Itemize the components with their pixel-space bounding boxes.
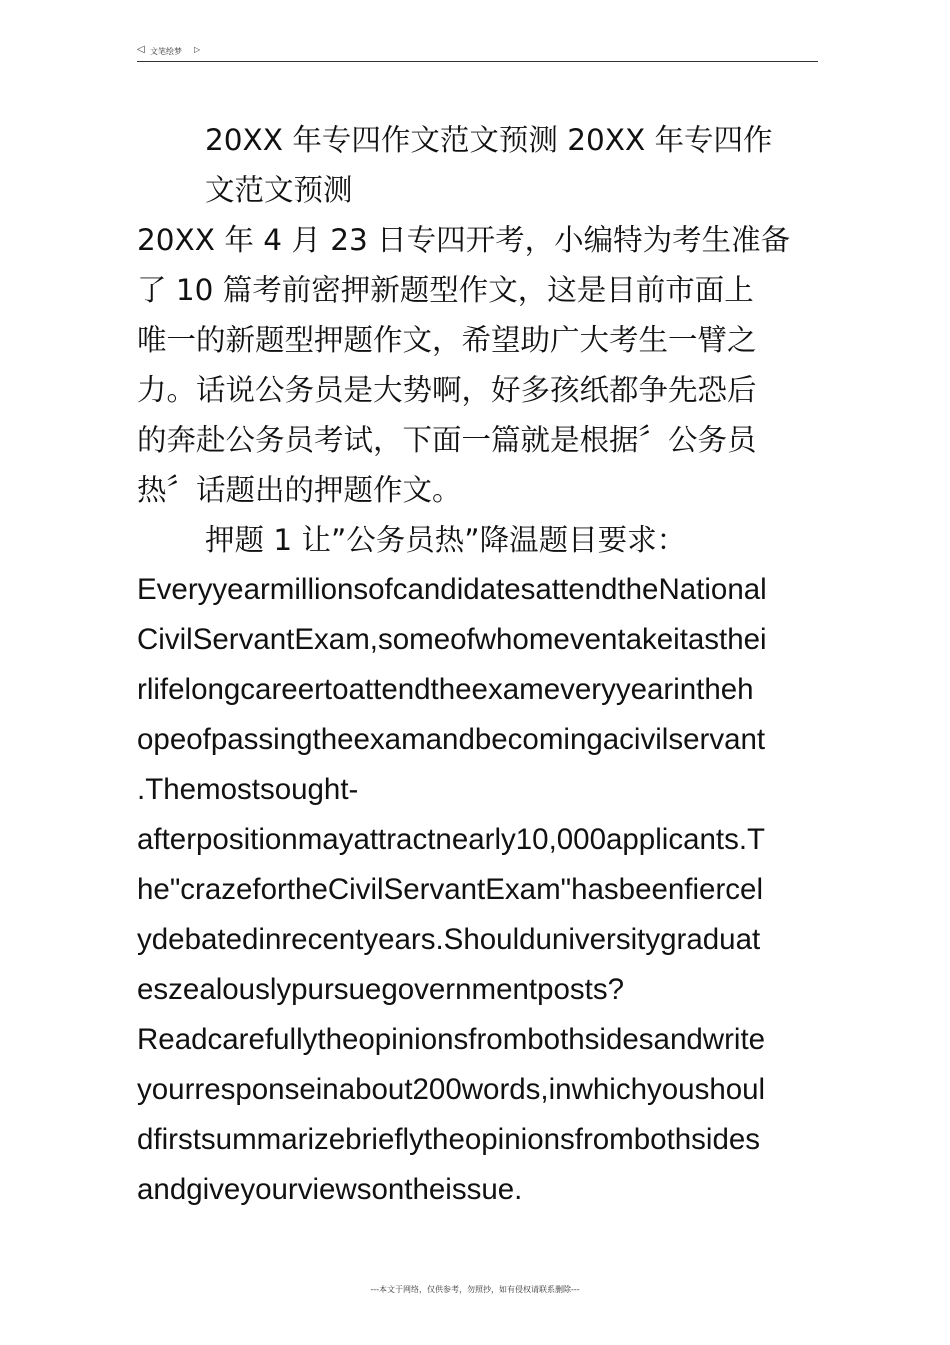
intro-line: 了 10 篇考前密押新题型作文，这是目前市面上 xyxy=(137,273,754,307)
prompt-heading: 押题 1 让”公务员热”降温题目要求： xyxy=(205,523,687,557)
intro-line: 唯一的新题型押题作文，希望助广大考生一臂之 xyxy=(137,323,757,357)
header-rule xyxy=(137,61,818,62)
title-line: 文范文预测 xyxy=(205,173,353,207)
prompt-line: EveryyearmillionsofcandidatesattendtheNational xyxy=(137,573,767,606)
prompt-line: opeofpassingtheexamandbecomingacivilservant xyxy=(137,723,766,756)
prompt-line: dfirstsummarizebrieflytheopinionsfrombothsides xyxy=(137,1123,761,1156)
prompt-line: andgiveyourviewsontheissue. xyxy=(137,1173,523,1206)
intro-line: 20XX 年 4 月 23 日专四开考，小编特为考生准备 xyxy=(137,223,791,257)
prompt-line: eszealouslypursuegovernmentposts? xyxy=(137,973,625,1006)
intro-line: 的奔赴公务员考试，下面一篇就是根据〞公务员 xyxy=(137,423,757,457)
prompt-line: afterpositionmayattractnearly10,000applicants.T xyxy=(137,823,766,856)
header-label: 文笔绘梦 xyxy=(150,47,182,56)
intro-line: 热〞话题出的押题作文。 xyxy=(137,473,462,507)
prompt-line: Readcarefullytheopinionsfrombothsidesandwrite xyxy=(137,1023,766,1056)
prompt-line: yourresponseinabout200words,inwhichyoushoul xyxy=(137,1073,766,1106)
prompt-line: rlifelongcareertoattendtheexameveryyearintheh xyxy=(137,673,754,706)
prompt-line: he"crazefortheCivilServantExam"hasbeenfiercel xyxy=(137,873,763,906)
prompt-line: CivilServantExam,someofwhomeventakeitasthei xyxy=(137,623,767,656)
document-body xyxy=(137,115,818,1215)
prompt-line: ydebatedinrecentyears.Shoulduniversitygraduat xyxy=(137,923,761,956)
page-footer: ---本文于网络，仅供参考，勿照抄，如有侵权请联系删除--- xyxy=(370,1285,580,1294)
intro-line: 力。话说公务员是大势啊，好多孩纸都争先恐后 xyxy=(137,373,757,407)
page-header xyxy=(137,44,818,62)
title-line: 20XX 年专四作文范文预测 20XX 年专四作 xyxy=(205,123,773,157)
left-triangle-icon: ◁ xyxy=(137,44,145,55)
right-triangle-icon: ▷ xyxy=(194,45,201,54)
prompt-line: .Themostsought- xyxy=(137,773,359,806)
